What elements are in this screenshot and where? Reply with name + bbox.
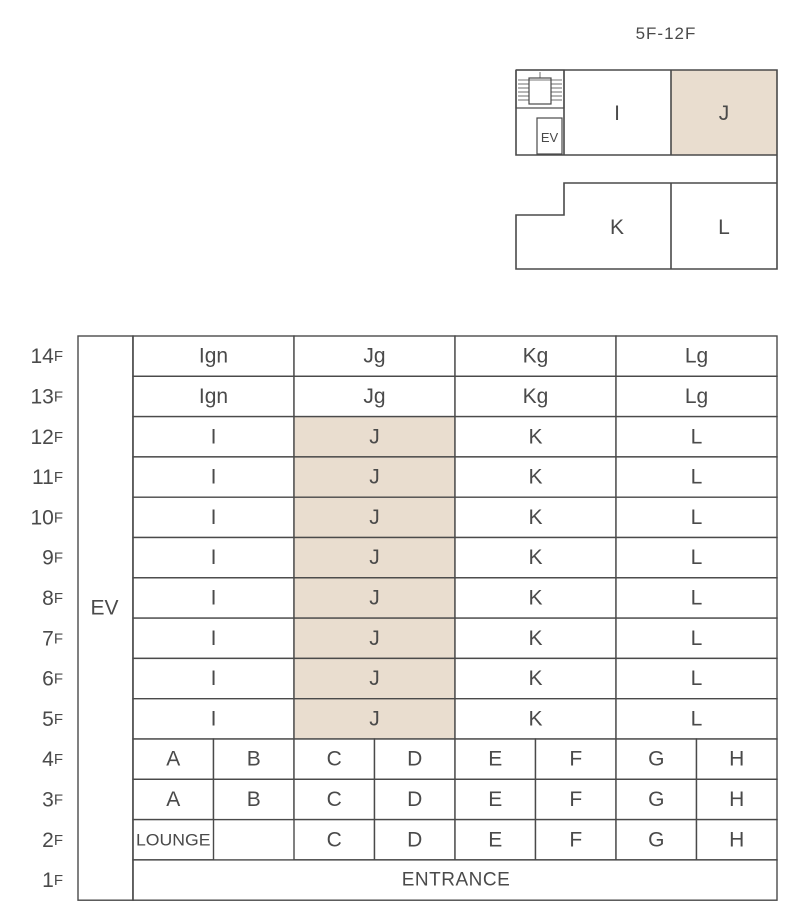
unit-label: L [690,626,703,650]
building-section [30,336,777,900]
unit-label: H [729,787,745,811]
unit-label: J [369,425,380,449]
floor-label [30,385,63,408]
floor-suffix: F [53,468,63,486]
unit-label: A [166,787,181,811]
unit-label: I [210,667,217,691]
stairs-icon [516,70,564,108]
floor-suffix: F [53,871,63,889]
floor-label [42,667,63,690]
floor-suffix: F [53,629,63,647]
floor-number: 12 [30,425,54,449]
floor-number: 13 [30,384,54,408]
floor-suffix: F [53,549,63,567]
unit-label: Jg [363,384,386,408]
unit-label: E [488,828,503,852]
unit-label: K [528,546,543,570]
key-plan-room-j: J [718,102,730,125]
floor-suffix: F [53,347,63,365]
unit-label: D [407,787,423,811]
unit-label: E [488,787,503,811]
unit-label: Kg [522,344,549,368]
unit-label: F [569,828,583,852]
unit-label: J [369,465,380,489]
elevator-column-label: EV [90,596,119,620]
unit-label: L [690,546,703,570]
floor-suffix: F [53,710,63,728]
key-plan-elevator-label: EV [540,130,559,145]
unit-label: L [690,465,703,489]
unit-label: D [407,828,423,852]
unit-label: Ign [198,344,229,368]
unit-label: L [690,425,703,449]
floor-label [30,425,63,448]
floor-label [32,466,63,489]
floor-label [30,345,63,368]
floor-number: 2 [42,828,54,852]
floor-suffix: F [53,831,63,849]
floor-label [42,707,63,730]
key-plan-room-i: I [614,102,620,125]
unit-label: J [369,505,380,529]
floor-label [30,506,63,529]
floor-suffix: F [53,508,63,526]
entrance-label: ENTRANCE [401,869,511,891]
unit-label: I [210,707,217,731]
floor-label [42,788,63,811]
floor-number: 9 [42,546,54,570]
unit-label: K [528,626,543,650]
key-plan-room-l: L [718,216,730,239]
unit-label: I [210,465,217,489]
unit-label: I [210,586,217,610]
unit-label: Lg [684,344,709,368]
floor-label [42,586,63,609]
unit-label: K [528,707,543,731]
floor-suffix: F [53,750,63,768]
floor-label [42,828,63,851]
floor-label [42,748,63,771]
unit-label: K [528,667,543,691]
floor-suffix: F [53,428,63,446]
unit-label: C [326,787,342,811]
unit-label: L [690,505,703,529]
floor-number: 7 [42,626,54,650]
unit-label: K [528,465,543,489]
unit-label: J [369,667,380,691]
lounge-label: LOUNGE [136,830,211,850]
unit-label: H [729,747,745,771]
floor-label [42,627,63,650]
unit-label: I [210,505,217,529]
unit-label: Jg [363,344,386,368]
unit-label: A [166,747,181,771]
unit-label: E [488,747,503,771]
floor-number: 5 [42,707,54,731]
unit-label: L [690,707,703,731]
unit-label: G [648,747,665,771]
unit-label: B [246,747,261,771]
unit-label: H [729,828,745,852]
unit-label: J [369,546,380,570]
unit-label: B [246,787,261,811]
unit-label: J [369,626,380,650]
key-plan-room-k: K [609,216,625,239]
unit-label: K [528,586,543,610]
unit-label: D [407,747,423,771]
unit-label: G [648,828,665,852]
unit-label: Kg [522,384,549,408]
floor-suffix: F [53,589,63,607]
floor-number: 6 [42,667,54,691]
floor-number: 8 [42,586,54,610]
floor-number: 14 [30,344,54,368]
unit-label: L [690,586,703,610]
unit-label: F [569,747,583,771]
unit-label: I [210,546,217,570]
unit-label: J [369,586,380,610]
unit-label: I [210,425,217,449]
unit-label: J [369,707,380,731]
floor-number: 11 [32,465,54,489]
floor-suffix: F [53,670,63,688]
key-plan [516,24,777,269]
unit-label: C [326,828,342,852]
floor-number: 10 [30,505,54,529]
floor-label [42,546,63,569]
floor-number: 4 [42,747,54,771]
unit-label: Lg [684,384,709,408]
unit-label: G [648,787,665,811]
unit-label: C [326,747,342,771]
floor-suffix: F [53,790,63,808]
key-plan-floor-range: 5F-12F [635,24,697,43]
unit-label: Ign [198,384,229,408]
unit-label: F [569,787,583,811]
floor-number: 3 [42,787,54,811]
floor-number: 1 [42,868,54,892]
floor-suffix: F [53,387,63,405]
unit-label: K [528,505,543,529]
unit-label: I [210,626,217,650]
floor-label [42,869,63,892]
unit-label: K [528,425,543,449]
unit-label: L [690,667,703,691]
